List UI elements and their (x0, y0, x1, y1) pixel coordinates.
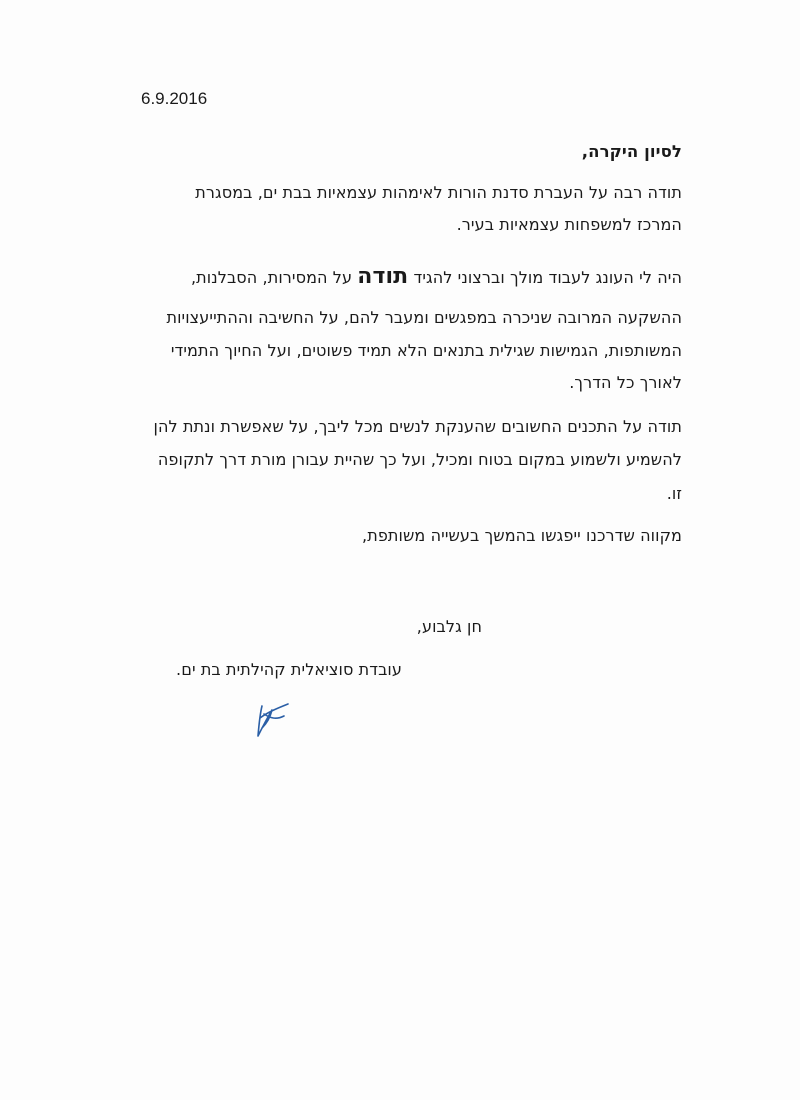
closing-line: מקווה שדרכנו ייפגשו בהמשך בעשייה משותפת, (362, 526, 682, 545)
thanks-line-before: היה לי העונג לעבוד מולך וברצוני להגיד (408, 268, 682, 287)
body-line-4: ההשקעה המרובה שניכרה במפגשים ומעבר להם, על החשיבה וההתייעצויות (166, 308, 682, 327)
letter-greeting: לסיון היקרה, (581, 142, 682, 161)
body-line-5: המשותפות, הגמישות שגילית בתנאים הלא תמיד פשוטים, ועל החיוך התמידי (170, 341, 682, 360)
sender-name: חן גלבוע, (416, 617, 482, 636)
sender-title: עובדת סוציאלית קהילתית בת ים. (176, 660, 402, 679)
body-line-1: תודה רבה על העברת סדנת הורות לאימהות עצמאיות בבת ים, במסגרת (195, 183, 682, 202)
thanks-line (191, 264, 682, 289)
thanks-emphasis: תודה (357, 264, 409, 289)
body-line-6: לאורך כל הדרך. (569, 373, 682, 392)
body-line-8: להשמיע ולשמוע במקום בטוח ומכיל, ועל כך שהיית עבורן מורת דרך לתקופה (157, 450, 682, 469)
body-line-9: זו. (666, 484, 682, 503)
letter-date: 6.9.2016 (141, 89, 208, 108)
handwritten-signature (252, 700, 292, 742)
body-line-7: תודה על התכנים החשובים שהענקת לנשים מכל ליבך, על שאפשרת ונתת להן (153, 417, 682, 436)
body-line-2: המרכז למשפחות עצמאיות בעיר. (456, 215, 682, 234)
thanks-line-after: על המסירות, הסבלנות, (190, 268, 358, 287)
